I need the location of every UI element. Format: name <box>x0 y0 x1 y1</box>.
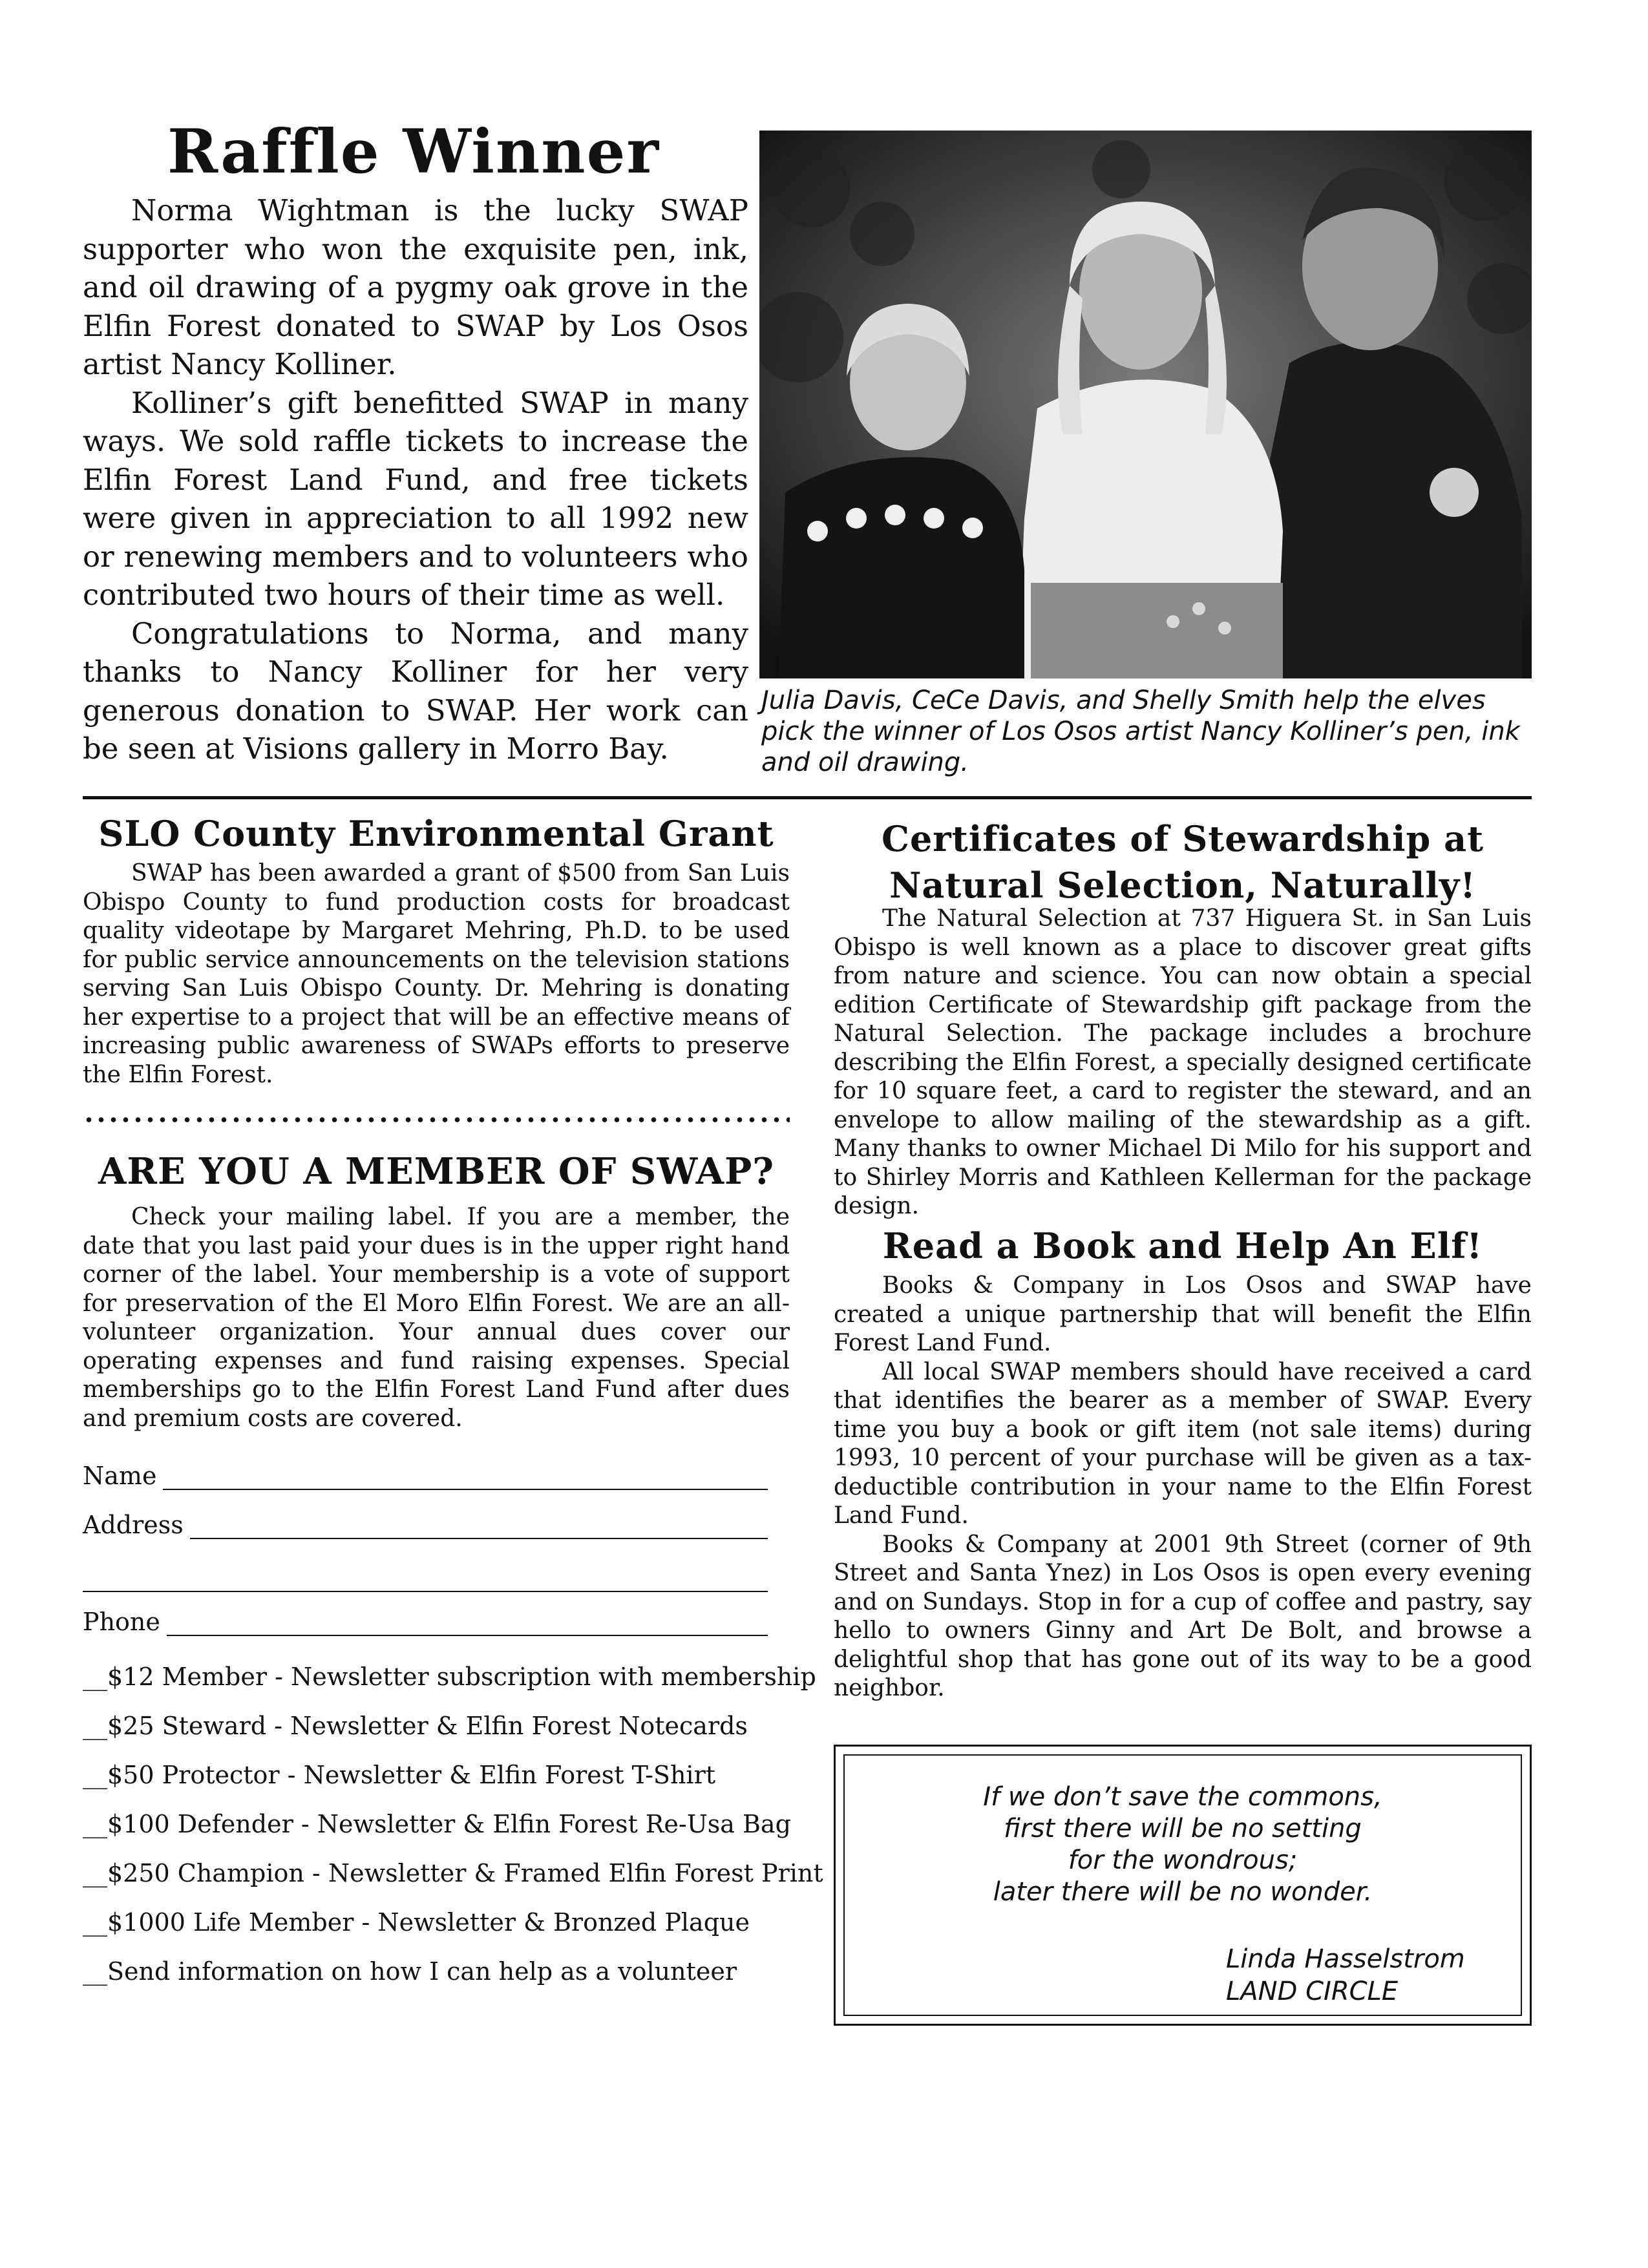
book-paragraph: Books & Company at 2001 9th Street (corner of 9th Street and Santa Ynez) in Los Osos is open every evening and on Sundays. Stop in for a cup of coffee and pastry, say hello to owners Ginny and Art De Bolt, and browse a delightful shop that has gone out of its way to be a good neighbor. <box>834 1531 1532 1701</box>
quote-line: first there will be no setting <box>1004 1814 1362 1843</box>
quote-text <box>845 1781 1521 1908</box>
certificates-paragraph: The Natural Selection at 737 Higuera St. in San Luis Obispo is well known as a place to discover great gifts from nature and science. You can now obtain a special edition Certificate of Stewardship gift package from the Natural Selection. The package includes a brochure describing the Elfin Forest, a specially designed certificate for 10 square feet, a card to register the steward, and an envelope to allow mailing of the stewardship as a gift. Many thanks to owner Michael Di Milo for his support and to Shirley Morris and Kathleen Kellerman for the package design. <box>834 905 1532 1219</box>
name-label: Name <box>83 1462 157 1490</box>
raffle-paragraph: Congratulations to Norma, and many thanks to Nancy Kolliner for her very generous donation to SWAP. Her work can be seen at Visions gallery in Morro Bay. <box>83 616 748 766</box>
address-line-2-field[interactable] <box>83 1591 768 1592</box>
quote-box <box>834 1745 1532 2026</box>
address-label: Address <box>83 1511 184 1539</box>
address-field-row <box>83 1511 768 1539</box>
certificates-title-line: Certificates of Stewardship at <box>881 818 1484 859</box>
name-field-row <box>83 1462 768 1490</box>
quote-inner-border <box>843 1754 1522 2016</box>
book-article <box>834 1272 1532 1703</box>
quote-attribution <box>1226 1943 1465 2008</box>
raffle-title: Raffle Winner <box>167 116 660 187</box>
slo-grant-title: SLO County Environmental Grant <box>98 813 774 854</box>
slo-grant-paragraph: SWAP has been awarded a grant of $500 from San Luis Obispo County to fund production costs for broadcast quality videotape by Margaret Mehring, Ph.D. to be used for public service announcements on the television stations serving San Luis Obispo County. Dr. Mehring is donating her expertise to a project that will be an effective means of increasing public awareness of SWAPs efforts to preserve the Elfin Forest. <box>83 860 790 1088</box>
certificates-title <box>834 815 1532 908</box>
book-title: Read a Book and Help An Elf! <box>882 1225 1483 1266</box>
quote-author: Linda Hasselstrom <box>1226 1944 1465 1974</box>
raffle-photo <box>759 131 1532 678</box>
membership-option-defender[interactable]: __$100 Defender - Newsletter & Elfin Forest Re-Usa Bag <box>83 1810 791 1838</box>
membership-title: ARE YOU A MEMBER OF SWAP? <box>98 1150 775 1193</box>
children-photo-illustration <box>759 131 1532 678</box>
book-paragraph: Books & Company in Los Osos and SWAP have created a unique partnership that will benefit the Elfin Forest Land Fund. <box>834 1272 1532 1356</box>
slo-grant-article <box>83 859 790 1089</box>
membership-option-volunteer[interactable]: __Send information on how I can help as a volunteer <box>83 1957 737 1986</box>
phone-field-row <box>83 1608 768 1636</box>
phone-label: Phone <box>83 1608 160 1636</box>
quote-source: LAND CIRCLE <box>1226 1977 1399 2006</box>
membership-option-life-member[interactable]: __$1000 Life Member - Newsletter & Bronzed Plaque <box>83 1908 750 1937</box>
raffle-paragraph: Norma Wightman is the lucky SWAP supporter who won the exquisite pen, ink, and oil drawing of a pygmy oak grove in the Elfin Forest donated to SWAP by Los Osos artist Nancy Kolliner. <box>83 193 748 381</box>
membership-option-steward[interactable]: __$25 Steward - Newsletter & Elfin Forest Notecards <box>83 1712 748 1740</box>
phone-field[interactable] <box>167 1613 768 1636</box>
section-divider <box>83 796 1532 799</box>
address-field[interactable] <box>190 1516 768 1539</box>
quote-line: If we don’t save the commons, <box>983 1782 1382 1812</box>
membership-option-champion[interactable]: __$250 Champion - Newsletter & Framed Elfin Forest Print <box>83 1859 823 1887</box>
membership-article <box>83 1203 790 1433</box>
certificates-article <box>834 905 1532 1221</box>
certificates-title-line: Natural Selection, Naturally! <box>889 865 1476 906</box>
membership-option-protector[interactable]: __$50 Protector - Newsletter & Elfin Forest T-Shirt <box>83 1761 716 1789</box>
name-field[interactable] <box>163 1467 768 1490</box>
photo-caption: Julia Davis, CeCe Davis, and Shelly Smith help the elves pick the winner of Los Osos artist Nancy Kolliner’s pen, ink and oil drawing. <box>761 686 1520 777</box>
book-paragraph: All local SWAP members should have received a card that identifies the bearer as a member of SWAP. Every time you buy a book or gift item (not sale items) during 1993, 10 percent of your purchase will be given as a tax-deductible contribution in your name to the Elfin Forest Land Fund. <box>834 1358 1532 1529</box>
membership-paragraph: Check your mailing label. If you are a member, the date that you last paid your dues is in the upper right hand corner of the label. Your membership is a vote of support for preservation of the El Moro Elfin Forest. We are an all-volunteer organization. Your annual dues cover our operating expenses and fund raising expenses. Special memberships go to the Elfin Forest Land Fund after dues and premium costs are covered. <box>83 1204 790 1432</box>
membership-option-member[interactable]: __$12 Member - Newsletter subscription with membership <box>83 1663 816 1691</box>
raffle-paragraph: Kolliner’s gift benefitted SWAP in many ways. We sold raffle tickets to increase the Elfin Forest Land Fund, and free tickets were given in appreciation to all 1992 new or renewing members and to volunteers who contributed two hours of their time as well. <box>83 385 748 612</box>
quote-line: later there will be no wonder. <box>993 1877 1373 1907</box>
dotted-divider <box>83 1117 790 1123</box>
raffle-article <box>83 191 748 768</box>
quote-line: for the wondrous; <box>1068 1845 1298 1875</box>
